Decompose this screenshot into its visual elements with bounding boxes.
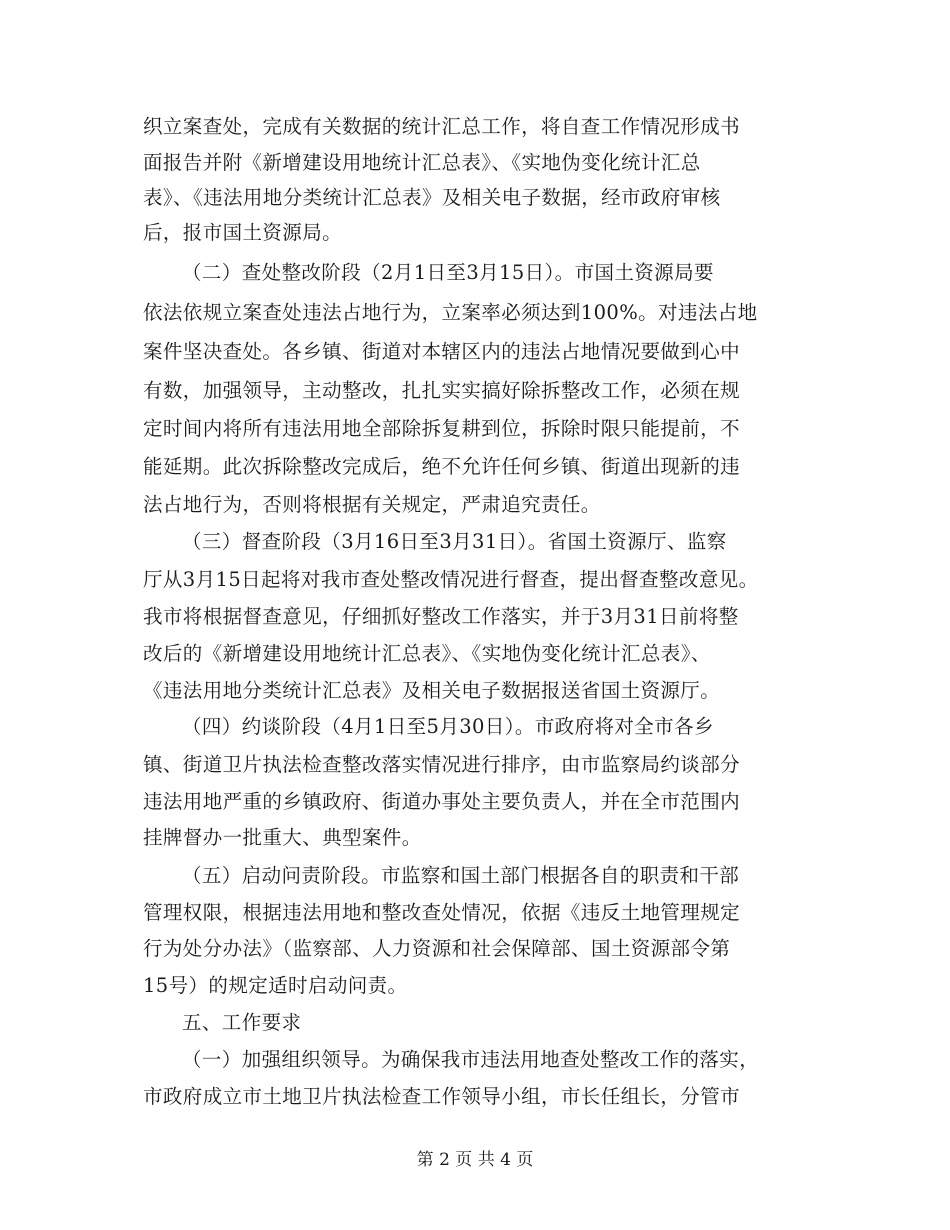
- body-text-line: 法占地行为，否则将根据有关规定，严肃追究责任。: [143, 493, 601, 516]
- body-text-line: 改后的《新增建设用地统计汇总表》、《实地伪变化统计汇总表》、: [143, 642, 711, 665]
- body-text-line: 厅从3月15日起将对我市查处整改情况进行督查，提出督查整改意见。: [143, 568, 759, 591]
- body-text-line: 定时间内将所有违法用地全部除拆复耕到位，拆除时限只能提前，不: [143, 417, 741, 440]
- body-text-line: 面报告并附《新增建设用地统计汇总表》、《实地伪变化统计汇总: [143, 151, 701, 174]
- page-number-footer: 第 2 页 共 4 页: [416, 1150, 534, 1170]
- section-heading: 五、工作要求: [182, 1011, 302, 1034]
- body-text-line: （三）督查阶段（3月16日至3月31日）。省国土资源厅、监察: [182, 530, 727, 553]
- body-text-line: 表》、《违法用地分类统计汇总表》及相关电子数据，经市政府审核: [143, 186, 721, 209]
- body-text-line: 后，报市国土资源局。: [143, 221, 343, 244]
- body-text-line: 违法用地严重的乡镇政府、街道办事处主要负责人，并在全市范围内: [143, 790, 741, 813]
- body-text-line: （一）加强组织领导。为确保我市违法用地查处整改工作的落实，: [182, 1048, 760, 1071]
- body-text-line: （四）约谈阶段（4月1日至5月30日）。市政府将对全市各乡: [182, 715, 714, 738]
- body-text-line: 织立案查处，完成有关数据的统计汇总工作，将自查工作情况形成书: [143, 115, 741, 138]
- body-text-line: （五）启动问责阶段。市监察和国土部门根据各自的职责和干部: [182, 864, 740, 887]
- body-text-line: 镇、街道卫片执法检查整改落实情况进行排序，由市监察局约谈部分: [143, 753, 741, 776]
- body-text-line: 有数，加强领导，主动整改，扎扎实实搞好除拆整改工作，必须在规: [143, 379, 741, 402]
- body-text-line: （二）查处整改阶段（2月1日至3月15日）。市国土资源局要: [182, 261, 714, 284]
- body-text-line: 案件坚决查处。各乡镇、街道对本辖区内的违法占地情况要做到心中: [143, 340, 741, 363]
- body-text-line: 能延期。此次拆除整改完成后，绝不允许任何乡镇、街道出现新的违: [143, 455, 741, 478]
- body-text-line: 挂牌督办一批重大、典型案件。: [143, 826, 422, 849]
- body-text-line: 管理权限，根据违法用地和整改查处情况，依据《违反土地管理规定: [143, 901, 741, 924]
- body-text-line: 市政府成立市土地卫片执法检查工作领导小组，市长任组长，分管市: [143, 1085, 741, 1108]
- body-text-line: 依法依规立案查处违法占地行为，立案率必须达到100%。对违法占地: [143, 301, 758, 324]
- body-text-line: 《违法用地分类统计汇总表》及相关电子数据报送省国土资源厅。: [143, 679, 721, 702]
- body-text-line: 我市将根据督查意见，仔细抓好整改工作落实，并于3月31日前将整: [143, 605, 739, 628]
- body-text-line: 15号）的规定适时启动问责。: [143, 974, 408, 997]
- body-text-line: 行为处分办法》（监察部、人力资源和社会保障部、国土资源部令第: [143, 937, 731, 960]
